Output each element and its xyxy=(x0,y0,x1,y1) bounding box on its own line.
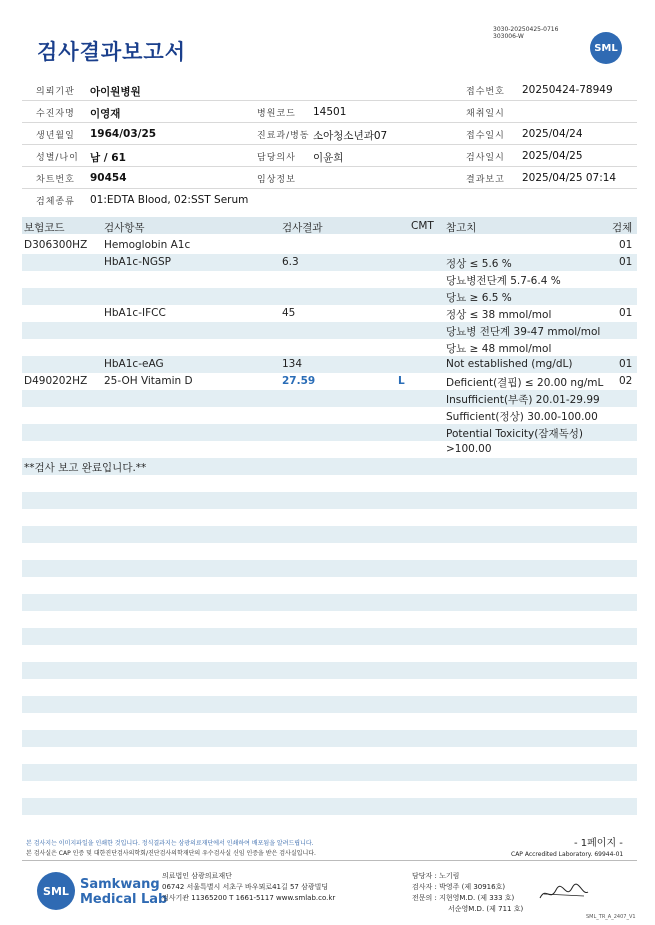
cell-item: HbA1c-NGSP xyxy=(104,256,171,268)
info-row xyxy=(22,167,637,189)
collect-date-label: 채취일시 xyxy=(466,109,505,119)
cell-ref: 정상 ≤ 38 mmol/mol xyxy=(446,309,552,321)
table-row xyxy=(22,696,637,713)
sml-logo: SML xyxy=(590,32,622,64)
form-code: SML_TR_A_2407_V1 xyxy=(586,914,636,920)
report-title: 검사결과보고서 xyxy=(37,40,187,64)
table-row xyxy=(22,305,637,322)
cell-specimen: 01 xyxy=(619,256,633,268)
table-row xyxy=(22,526,637,543)
table-row xyxy=(22,577,637,594)
footer-divider xyxy=(22,860,637,861)
cell-code: D306300HZ xyxy=(24,239,88,251)
receipt-no: 20250424-78949 xyxy=(522,84,613,96)
table-row xyxy=(22,407,637,424)
cell-specimen: 01 xyxy=(619,239,633,251)
requester-label: 의뢰기관 xyxy=(36,87,75,97)
info-row xyxy=(22,79,637,101)
patient-label: 수진자명 xyxy=(36,109,75,119)
cell-ref: 정상 ≤ 5.6 % xyxy=(446,258,512,270)
cell-ref: 당뇨병 전단계 39-47 mmol/mol xyxy=(446,326,601,338)
table-row xyxy=(22,492,637,509)
table-row xyxy=(22,475,637,492)
cell-ref: >100.00 xyxy=(446,443,492,455)
specimen-type: 01:EDTA Blood, 02:SST Serum xyxy=(90,194,249,206)
brand-line-2: Medical Lab xyxy=(80,892,168,907)
brand-line-1: Samkwang xyxy=(80,877,160,892)
col-item: 검사항목 xyxy=(104,222,145,234)
table-row xyxy=(22,339,637,356)
cell-specimen: 01 xyxy=(619,307,633,319)
requester: 아이원병원 xyxy=(90,86,141,98)
table-row xyxy=(22,560,637,577)
birth-date: 1964/03/25 xyxy=(90,128,157,140)
table-row xyxy=(22,254,637,271)
table-row xyxy=(22,509,637,526)
doc-id-1: 3030-20250425-0716 xyxy=(493,26,559,33)
cell-result: 6.3 xyxy=(282,256,299,268)
signature-icon xyxy=(538,882,590,904)
staff-tester: 검사자 : 박영주 (제 30916호) xyxy=(412,883,506,891)
table-row xyxy=(22,747,637,764)
cell-result: 134 xyxy=(282,358,303,370)
sex-age: 남 / 61 xyxy=(90,152,126,164)
cell-item: HbA1c-IFCC xyxy=(104,307,166,319)
doctor: 이윤희 xyxy=(313,152,344,164)
dept-label: 진료과/병동 xyxy=(257,131,310,141)
table-row xyxy=(22,237,637,254)
patient-name: 이영재 xyxy=(90,108,121,120)
birth-label: 생년월일 xyxy=(36,131,75,141)
org-contact: 검사기관 11365200 T 1661-5117 www.smlab.co.kr xyxy=(162,894,336,902)
table-row xyxy=(22,713,637,730)
patient-info xyxy=(22,79,637,210)
table-row xyxy=(22,781,637,798)
staff-specialist-1: 전문의 : 지현영M.D. (제 333 호) xyxy=(412,894,515,902)
results-table xyxy=(22,237,637,815)
table-row xyxy=(22,628,637,645)
brand-name xyxy=(80,877,167,907)
cell-specimen: 01 xyxy=(619,358,633,370)
notice-1: 본 검사지는 이미지파일을 인쇄한 것입니다. 정식결과지는 삼광의료재단에서 인쇄하여 배포됨을 알려드립니다. xyxy=(26,840,314,847)
col-cmt: CMT xyxy=(411,220,434,232)
receipt-date-label: 접수일시 xyxy=(466,131,505,141)
col-specimen: 검체 xyxy=(612,222,633,234)
cell-ref: 당뇨병전단계 5.7-6.4 % xyxy=(446,275,561,287)
report-date: 2025/04/25 07:14 xyxy=(522,172,617,184)
table-row xyxy=(22,458,637,475)
notice-2: 본 검사실은 CAP 인증 및 대한진단검사의학회/진단검사의학재단의 우수검사실 신임 인증을 받은 검사실입니다. xyxy=(26,850,316,857)
table-row xyxy=(22,662,637,679)
cell-ref: Potential Toxicity(잠재독성) xyxy=(446,428,583,440)
org-address: 06742 서울특별시 서초구 바우뫼로41길 57 삼광빌딩 xyxy=(162,883,329,891)
cell-result: 27.59 xyxy=(282,375,316,387)
table-row xyxy=(22,730,637,747)
table-row xyxy=(22,798,637,815)
chart-no: 90454 xyxy=(90,172,127,184)
clinical-label: 임상정보 xyxy=(257,175,296,185)
staff-info xyxy=(412,871,523,915)
cell-ref: Not established (mg/dL) xyxy=(446,358,573,370)
cell-item: Hemoglobin A1c xyxy=(104,239,191,251)
cell-cmt: L xyxy=(398,375,405,387)
table-row xyxy=(22,288,637,305)
table-row xyxy=(22,679,637,696)
table-row xyxy=(22,373,637,390)
org-info xyxy=(162,871,335,904)
cell-code: **검사 보고 완료입니다.** xyxy=(24,462,147,474)
page-number: - 1페이지 - xyxy=(574,838,623,849)
cell-code: D490202HZ xyxy=(24,375,88,387)
cell-result: 45 xyxy=(282,307,296,319)
table-header xyxy=(22,217,637,234)
doc-id-2: 303006-W xyxy=(493,33,524,40)
receipt-date: 2025/04/24 xyxy=(522,128,583,140)
specimen-label: 검체종류 xyxy=(36,197,75,207)
cell-item: 25-OH Vitamin D xyxy=(104,375,193,387)
test-date: 2025/04/25 xyxy=(522,150,583,162)
table-row xyxy=(22,764,637,781)
sexage-label: 성별/나이 xyxy=(36,153,79,163)
info-row xyxy=(22,123,637,145)
col-result: 검사결과 xyxy=(282,222,323,234)
doctor-label: 담당의사 xyxy=(257,153,296,163)
dept: 소아청소년과07 xyxy=(313,130,388,142)
cell-ref: Sufficient(정상) 30.00-100.00 xyxy=(446,411,598,423)
cell-ref: 당뇨 ≥ 48 mmol/mol xyxy=(446,343,552,355)
cap-accreditation: CAP Accredited Laboratory. 69944-01 xyxy=(511,851,624,858)
receipt-no-label: 접수번호 xyxy=(466,87,505,97)
info-row xyxy=(22,101,637,123)
cell-ref: 당뇨 ≥ 6.5 % xyxy=(446,292,512,304)
table-row xyxy=(22,322,637,339)
col-ref: 참고치 xyxy=(446,222,477,234)
table-row xyxy=(22,424,637,441)
table-row xyxy=(22,441,637,458)
samkwang-logo-icon: SML xyxy=(37,872,75,910)
table-row xyxy=(22,356,637,373)
staff-manager: 담당자 : 노기림 xyxy=(412,872,460,880)
staff-specialist-2: 서순영M.D. (제 711 호) xyxy=(448,905,524,913)
table-row xyxy=(22,645,637,662)
cell-ref: Deficient(결핍) ≤ 20.00 ng/mL xyxy=(446,377,604,389)
col-code: 보험코드 xyxy=(24,222,65,234)
hospital-code-label: 병원코드 xyxy=(257,109,296,119)
table-row xyxy=(22,271,637,288)
cell-ref: Insufficient(부족) 20.01-29.99 xyxy=(446,394,600,406)
chart-label: 차트번호 xyxy=(36,175,75,185)
org-name: 의료법인 삼광의료재단 xyxy=(162,872,232,880)
cell-item: HbA1c-eAG xyxy=(104,358,164,370)
info-row xyxy=(22,145,637,167)
info-row xyxy=(22,189,637,210)
hospital-code: 14501 xyxy=(313,106,347,118)
table-row xyxy=(22,594,637,611)
cell-specimen: 02 xyxy=(619,375,633,387)
test-date-label: 검사일시 xyxy=(466,153,505,163)
table-row xyxy=(22,543,637,560)
table-row xyxy=(22,611,637,628)
table-row xyxy=(22,390,637,407)
report-label: 결과보고 xyxy=(466,175,505,185)
doc-id xyxy=(493,26,558,40)
